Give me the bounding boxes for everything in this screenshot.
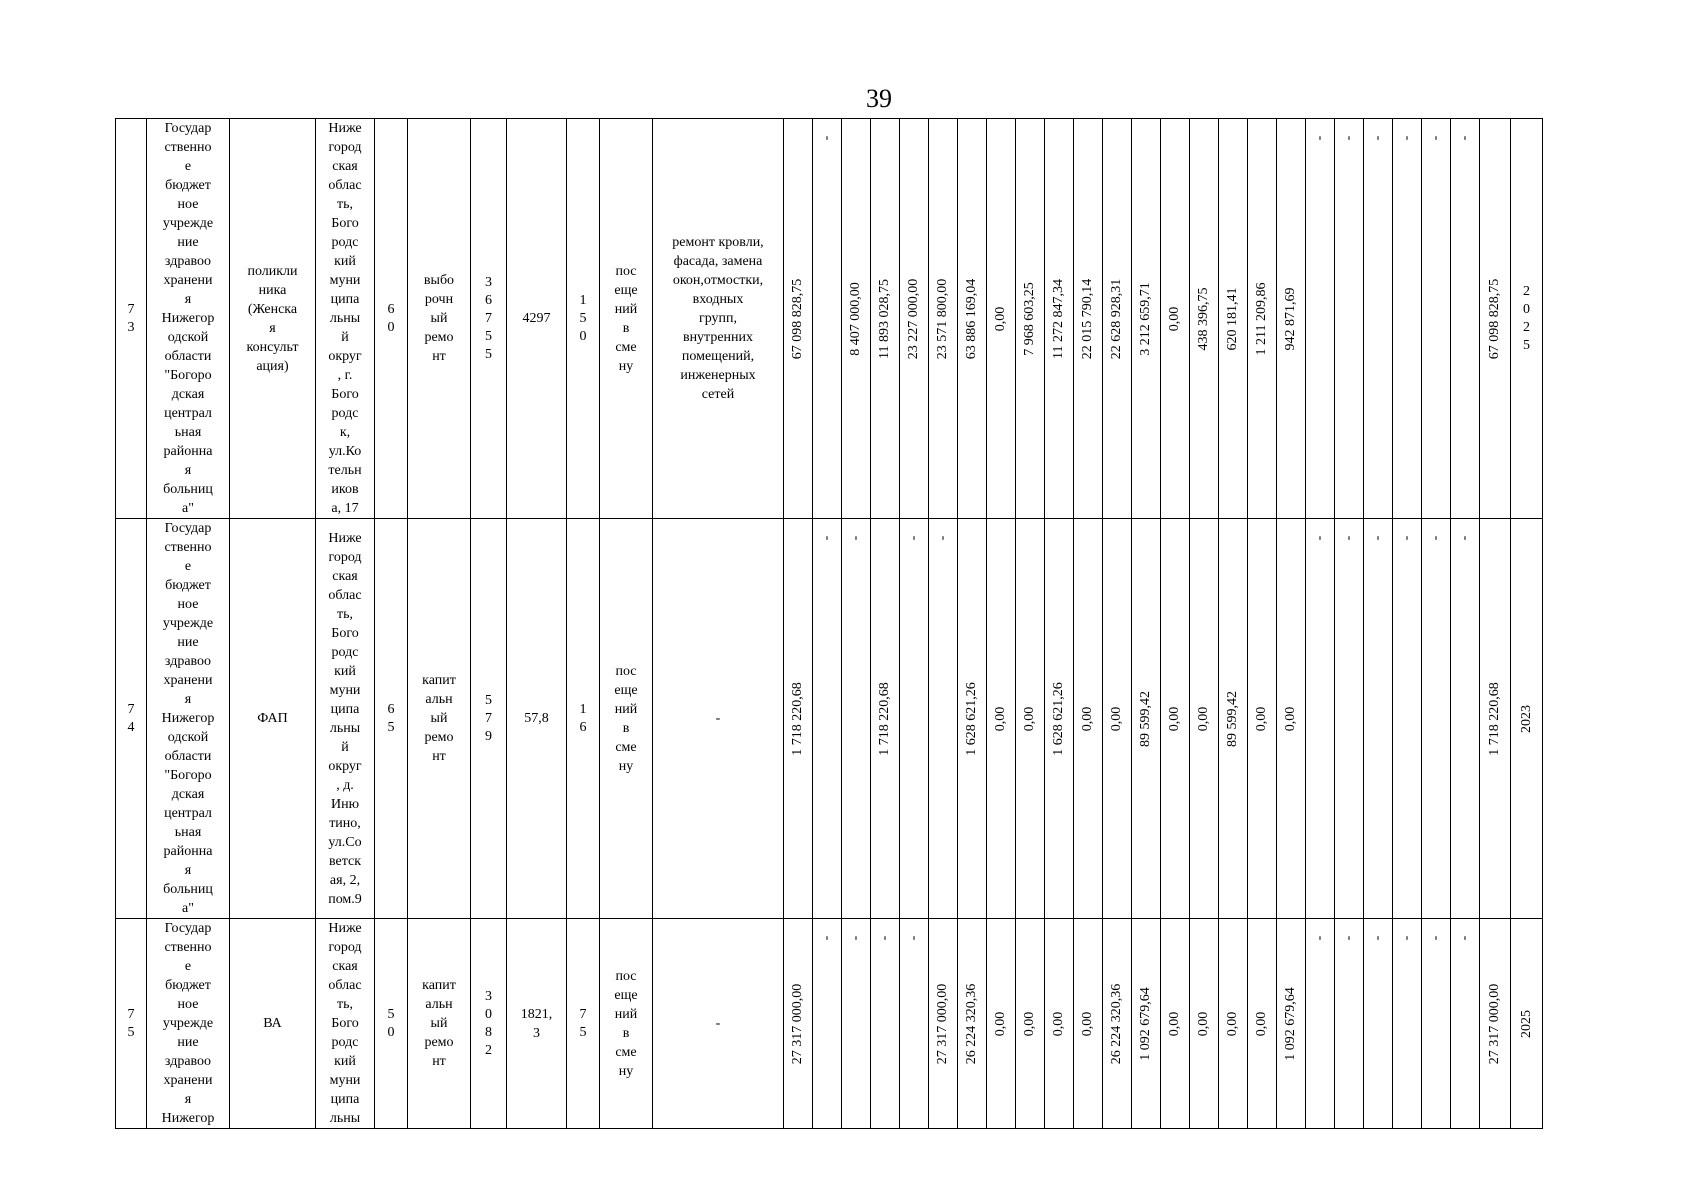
cell-c8 xyxy=(1016,919,1045,1129)
cell-c15 xyxy=(1219,919,1248,1129)
cell-text: 1 718 220,68 xyxy=(1487,681,1502,756)
cell-capacity xyxy=(567,919,600,1129)
cell-c16 xyxy=(1248,519,1277,919)
cell-year-built xyxy=(375,119,408,519)
table-row xyxy=(116,119,1543,519)
cell-text: 0,00 xyxy=(1196,1011,1211,1036)
cell-text: - xyxy=(1457,135,1472,141)
cell-text: капит альн ый ремо нт xyxy=(422,978,456,1069)
cell-c3 xyxy=(871,919,900,1129)
cell-code xyxy=(471,119,507,519)
cell-c13 xyxy=(1161,119,1190,519)
cell-c19 xyxy=(1335,119,1364,519)
cell-c11 xyxy=(1103,919,1132,1129)
cell-text: 5 7 9 xyxy=(485,692,492,744)
cell-text: - xyxy=(715,711,721,726)
cell-text: - xyxy=(819,535,834,541)
cell-text: 22 628 928,31 xyxy=(1109,278,1124,359)
cell-text: - xyxy=(715,1016,721,1031)
cell-c2 xyxy=(842,119,871,519)
cell-text: 0,00 xyxy=(1254,1011,1269,1036)
cell-c23 xyxy=(1451,119,1480,519)
cell-object xyxy=(230,519,316,919)
cell-c4 xyxy=(900,919,929,1129)
cell-c19 xyxy=(1335,519,1364,919)
cell-year xyxy=(1511,919,1543,1129)
cell-text: пос еще ний в сме ну xyxy=(614,663,638,774)
cell-text: 0,00 xyxy=(1022,1011,1037,1036)
cell-c21 xyxy=(1393,919,1422,1129)
cell-text: 1 628 621,26 xyxy=(964,681,979,756)
cell-capacity-unit xyxy=(600,519,653,919)
cell-text: пос еще ний в сме ну xyxy=(614,263,638,374)
cell-total xyxy=(784,919,813,1129)
cell-text: 0,00 xyxy=(993,1011,1008,1036)
cell-c19 xyxy=(1335,919,1364,1129)
cell-c24 xyxy=(1480,519,1511,919)
cell-code xyxy=(471,519,507,919)
cell-c11 xyxy=(1103,119,1132,519)
cell-c22 xyxy=(1422,119,1451,519)
cell-text: 0,00 xyxy=(1167,306,1182,331)
table-row xyxy=(116,519,1543,919)
cell-work-desc xyxy=(653,519,784,919)
cell-text: выбо рочн ый ремо нт xyxy=(423,273,455,364)
cell-c12 xyxy=(1132,119,1161,519)
cell-text: 7 5 xyxy=(579,1006,587,1040)
cell-text: - xyxy=(1341,135,1356,141)
cell-work-desc xyxy=(653,119,784,519)
cell-work-type xyxy=(408,919,471,1129)
cell-c14 xyxy=(1190,919,1219,1129)
cell-c11 xyxy=(1103,519,1132,919)
cell-c12 xyxy=(1132,519,1161,919)
register-table xyxy=(115,118,1543,1129)
cell-text: 0,00 xyxy=(993,706,1008,731)
cell-c6 xyxy=(958,519,987,919)
cell-c8 xyxy=(1016,519,1045,919)
cell-c22 xyxy=(1422,519,1451,919)
cell-c9 xyxy=(1045,919,1074,1129)
cell-text: 1821, 3 xyxy=(520,1006,553,1041)
cell-c7 xyxy=(987,119,1016,519)
cell-c18 xyxy=(1306,519,1335,919)
cell-c5 xyxy=(929,519,958,919)
cell-text: 5 0 xyxy=(387,1006,395,1040)
cell-work-type xyxy=(408,119,471,519)
cell-text: 23 227 000,00 xyxy=(906,278,921,359)
cell-text: 1 092 679,64 xyxy=(1283,986,1298,1061)
cell-text: 2025 xyxy=(1518,1009,1534,1038)
cell-text: 63 886 169,04 xyxy=(964,278,979,359)
cell-text: 1 092 679,64 xyxy=(1138,986,1153,1061)
cell-c17 xyxy=(1277,519,1306,919)
cell-text: 27 317 000,00 xyxy=(935,983,950,1064)
cell-text: Ниже город ская облас ть, Бого родс кий муни ципа льны й округ , д. Иню тино, ул.Со ветск ая, 2, пом.9 xyxy=(328,530,362,907)
cell-text: Государ ственно е бюджет ное учрежде ние здравоо хранени я Нижегор xyxy=(161,921,215,1126)
cell-capacity-unit xyxy=(600,119,653,519)
cell-text: - xyxy=(1428,535,1443,541)
cell-c4 xyxy=(900,519,929,919)
cell-text: 1 718 220,68 xyxy=(790,681,805,756)
cell-c14 xyxy=(1190,519,1219,919)
cell-text: 7 4 xyxy=(127,701,135,735)
cell-c21 xyxy=(1393,119,1422,519)
cell-c1 xyxy=(813,919,842,1129)
cell-c2 xyxy=(842,519,871,919)
cell-text: 1 6 xyxy=(579,701,587,735)
cell-text: 438 396,75 xyxy=(1196,287,1211,350)
cell-text: 3 6 7 5 5 xyxy=(485,274,492,362)
cell-text: 11 893 028,75 xyxy=(877,278,892,359)
cell-text: ВА xyxy=(263,1016,282,1031)
cell-text: - xyxy=(1428,935,1443,941)
cell-text: 0,00 xyxy=(1080,1011,1095,1036)
cell-text: - xyxy=(1312,935,1327,941)
cell-text: поликли ника (Женска я консульт ация) xyxy=(246,263,299,374)
cell-object xyxy=(230,919,316,1129)
cell-c20 xyxy=(1364,919,1393,1129)
cell-text: - xyxy=(819,135,834,141)
cell-num xyxy=(116,119,147,519)
cell-org xyxy=(147,119,230,519)
cell-text: 1 628 621,26 xyxy=(1051,681,1066,756)
cell-text: - xyxy=(906,535,921,541)
cell-text: Государ ственно е бюджет ное учрежде ние здравоо хранени я Нижегор одской области "Богоро дская централ ьная районна я больниц а" xyxy=(161,521,215,916)
cell-c17 xyxy=(1277,919,1306,1129)
cell-text: - xyxy=(848,935,863,941)
cell-c8 xyxy=(1016,119,1045,519)
cell-text: - xyxy=(1457,935,1472,941)
cell-c4 xyxy=(900,119,929,519)
cell-c15 xyxy=(1219,519,1248,919)
cell-c6 xyxy=(958,119,987,519)
cell-work-desc xyxy=(653,919,784,1129)
cell-text: - xyxy=(1457,535,1472,541)
cell-c6 xyxy=(958,919,987,1129)
cell-text: 0,00 xyxy=(1167,706,1182,731)
cell-c10 xyxy=(1074,919,1103,1129)
cell-c14 xyxy=(1190,119,1219,519)
cell-object xyxy=(230,119,316,519)
cell-text: 7 968 603,25 xyxy=(1022,281,1037,356)
cell-capacity xyxy=(567,519,600,919)
cell-text: 2023 xyxy=(1518,704,1534,733)
cell-org xyxy=(147,519,230,919)
cell-year-built xyxy=(375,519,408,919)
cell-text: 0,00 xyxy=(1283,706,1298,731)
cell-text: 4297 xyxy=(522,311,551,326)
cell-text: - xyxy=(1399,935,1414,941)
cell-year xyxy=(1511,519,1543,919)
cell-text: - xyxy=(1399,535,1414,541)
cell-text: - xyxy=(1341,535,1356,541)
cell-text: 89 599,42 xyxy=(1138,690,1153,747)
cell-text: - xyxy=(819,935,834,941)
cell-c13 xyxy=(1161,519,1190,919)
page-number: 39 xyxy=(866,84,892,113)
cell-text: - xyxy=(1312,135,1327,141)
cell-text: - xyxy=(877,935,892,941)
cell-address xyxy=(316,919,375,1129)
cell-text: 0,00 xyxy=(1080,706,1095,731)
cell-c24 xyxy=(1480,919,1511,1129)
cell-text: 57,8 xyxy=(524,711,549,726)
cell-text: 0,00 xyxy=(1196,706,1211,731)
cell-total xyxy=(784,119,813,519)
cell-c12 xyxy=(1132,919,1161,1129)
cell-area xyxy=(507,119,567,519)
cell-text: 3 212 659,71 xyxy=(1138,281,1153,356)
cell-text: 942 871,69 xyxy=(1283,287,1298,350)
cell-text: 26 224 320,36 xyxy=(1109,983,1124,1064)
cell-c3 xyxy=(871,519,900,919)
cell-text: 11 272 847,34 xyxy=(1051,278,1066,359)
cell-work-type xyxy=(408,519,471,919)
cell-text: 67 098 828,75 xyxy=(1487,278,1502,359)
cell-c10 xyxy=(1074,119,1103,519)
cell-text: 0,00 xyxy=(1225,1011,1240,1036)
cell-text: - xyxy=(1312,535,1327,541)
cell-text: 0,00 xyxy=(1167,1011,1182,1036)
cell-c22 xyxy=(1422,919,1451,1129)
cell-c7 xyxy=(987,919,1016,1129)
cell-text: - xyxy=(906,935,921,941)
cell-capacity-unit xyxy=(600,919,653,1129)
cell-org xyxy=(147,919,230,1129)
cell-text: Ниже город ская облас ть, Бого родс кий муни ципа льны й округ , г. Бого родс к, ул.Ко тельн иков а, 17 xyxy=(328,121,362,516)
cell-text: 27 317 000,00 xyxy=(1487,983,1502,1064)
cell-text: 7 3 xyxy=(127,301,135,335)
cell-c10 xyxy=(1074,519,1103,919)
cell-text: 26 224 320,36 xyxy=(964,983,979,1064)
cell-year xyxy=(1511,119,1543,519)
cell-area xyxy=(507,919,567,1129)
cell-c5 xyxy=(929,119,958,519)
cell-address xyxy=(316,519,375,919)
cell-text: 89 599,42 xyxy=(1225,690,1240,747)
cell-text: 8 407 000,00 xyxy=(848,281,863,356)
cell-c16 xyxy=(1248,919,1277,1129)
table-row xyxy=(116,919,1543,1129)
cell-c1 xyxy=(813,519,842,919)
cell-c16 xyxy=(1248,119,1277,519)
cell-text: 1 5 0 xyxy=(579,292,587,344)
cell-text: - xyxy=(1370,535,1385,541)
cell-text: - xyxy=(1399,135,1414,141)
cell-total xyxy=(784,519,813,919)
cell-code xyxy=(471,919,507,1129)
cell-c2 xyxy=(842,919,871,1129)
cell-c21 xyxy=(1393,519,1422,919)
cell-text: 2 0 2 5 xyxy=(1523,283,1530,353)
cell-c23 xyxy=(1451,919,1480,1129)
cell-c20 xyxy=(1364,119,1393,519)
cell-c13 xyxy=(1161,919,1190,1129)
cell-c15 xyxy=(1219,119,1248,519)
cell-c17 xyxy=(1277,119,1306,519)
cell-text: - xyxy=(848,535,863,541)
cell-text: 67 098 828,75 xyxy=(790,278,805,359)
cell-num xyxy=(116,919,147,1129)
cell-c5 xyxy=(929,919,958,1129)
cell-capacity xyxy=(567,119,600,519)
cell-text: 0,00 xyxy=(1022,706,1037,731)
cell-c18 xyxy=(1306,919,1335,1129)
cell-c23 xyxy=(1451,519,1480,919)
cell-text: пос еще ний в сме ну xyxy=(614,968,638,1079)
cell-num xyxy=(116,519,147,919)
cell-text: 6 0 xyxy=(387,301,395,335)
cell-year-built xyxy=(375,919,408,1129)
cell-text: - xyxy=(935,535,950,541)
cell-address xyxy=(316,119,375,519)
cell-text: 0,00 xyxy=(1254,706,1269,731)
cell-text: ремонт кровли, фасада, замена окон,отмостки, входных групп, внутренних помещений, инженерных сетей xyxy=(672,235,764,402)
cell-c9 xyxy=(1045,119,1074,519)
cell-text: - xyxy=(1428,135,1443,141)
cell-text: 27 317 000,00 xyxy=(790,983,805,1064)
cell-text: 7 5 xyxy=(127,1006,135,1040)
cell-text: - xyxy=(1370,135,1385,141)
cell-text: 23 571 800,00 xyxy=(935,278,950,359)
cell-text: 0,00 xyxy=(1051,1011,1066,1036)
cell-text: 620 181,41 xyxy=(1225,287,1240,350)
cell-text: 3 0 8 2 xyxy=(485,988,492,1058)
cell-c1 xyxy=(813,119,842,519)
cell-area xyxy=(507,519,567,919)
cell-text: ФАП xyxy=(257,711,288,726)
cell-text: 0,00 xyxy=(993,306,1008,331)
cell-c3 xyxy=(871,119,900,519)
cell-text: - xyxy=(1341,935,1356,941)
cell-text: 1 718 220,68 xyxy=(877,681,892,756)
cell-c20 xyxy=(1364,519,1393,919)
cell-text: капит альн ый ремо нт xyxy=(422,673,456,764)
cell-c9 xyxy=(1045,519,1074,919)
cell-text: 22 015 790,14 xyxy=(1080,278,1095,359)
cell-c7 xyxy=(987,519,1016,919)
cell-c18 xyxy=(1306,119,1335,519)
cell-text: 1 211 209,86 xyxy=(1254,282,1269,355)
cell-text: 0,00 xyxy=(1109,706,1124,731)
cell-text: Ниже город ская облас ть, Бого родс кий муни ципа льны xyxy=(328,921,362,1126)
cell-text: - xyxy=(1370,935,1385,941)
cell-text: Государ ственно е бюджет ное учрежде ние здравоо хранени я Нижегор одской области "Богоро дская централ ьная районна я больниц а" xyxy=(161,121,215,516)
cell-c24 xyxy=(1480,119,1511,519)
cell-text: 6 5 xyxy=(387,701,395,735)
